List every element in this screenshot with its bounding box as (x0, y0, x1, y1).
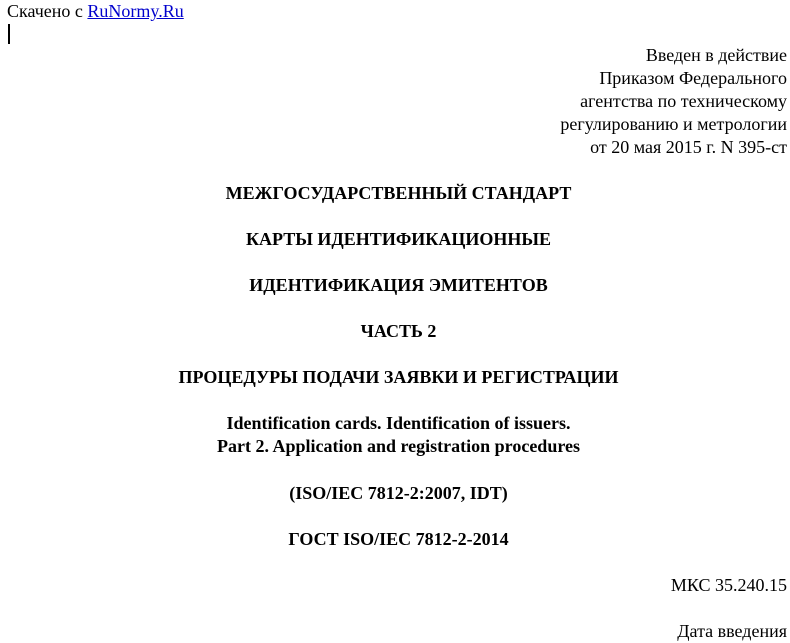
source-prefix: Скачено с (7, 1, 88, 21)
title-heading-1: КАРТЫ ИДЕНТИФИКАЦИОННЫЕ (245, 229, 552, 249)
gost-number: ГОСТ ISO/IEC 7812-2-2014 (288, 529, 509, 549)
english-title-1: Identification cards. Identification of issuers. (226, 413, 571, 433)
source-link[interactable]: RuNormy.Ru (87, 1, 184, 21)
mks-code: МКС 35.240.15 (670, 575, 787, 595)
approval-block (560, 44, 787, 159)
approval-line: регулированию и метрологии (560, 114, 787, 134)
iso-reference: (ISO/IEC 7812-2:2007, IDT) (289, 483, 508, 503)
part-heading: ЧАСТЬ 2 (360, 321, 437, 341)
source-line (7, 0, 184, 22)
title-heading-2: ИДЕНТИФИКАЦИЯ ЭМИТЕНТОВ (249, 275, 548, 295)
english-title-2: Part 2. Application and registration procedures (216, 436, 580, 456)
text-cursor (8, 24, 10, 44)
approval-line: Приказом Федерального (599, 68, 787, 88)
standard-type-heading: МЕЖГОСУДАРСТВЕННЫЙ СТАНДАРТ (225, 183, 572, 203)
date-intro-label: Дата введения (677, 621, 787, 641)
approval-line: агентства по техническому (580, 91, 787, 111)
approval-line: от 20 мая 2015 г. N 395-ст (590, 137, 787, 157)
approval-line: Введен в действие (645, 45, 787, 65)
title-heading-3: ПРОЦЕДУРЫ ПОДАЧИ ЗАЯВКИ И РЕГИСТРАЦИИ (178, 367, 619, 387)
